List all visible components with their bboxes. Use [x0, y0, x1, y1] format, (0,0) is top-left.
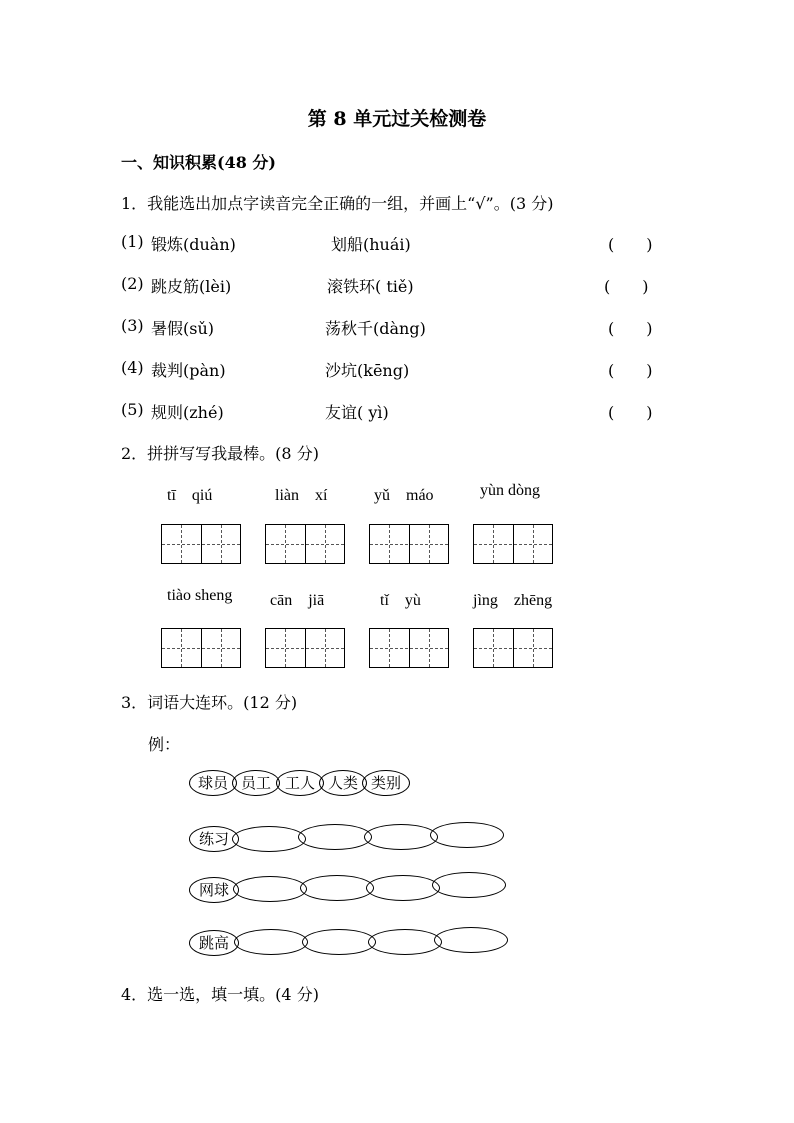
option-a: 跳皮筋(lèi) — [151, 277, 232, 296]
example-label: 例： — [148, 735, 181, 754]
option-a: 锻炼(duàn) — [151, 235, 236, 254]
chain-blank-oval[interactable] — [434, 927, 508, 953]
answer-paren[interactable]: ( ) — [608, 235, 653, 254]
section-heading: 一、知识积累(48 分) — [121, 153, 276, 172]
option-number: (4) — [121, 358, 144, 377]
writing-grid[interactable] — [265, 524, 345, 564]
writing-grid[interactable] — [473, 628, 553, 668]
pinyin-label: tǐ yù — [380, 592, 421, 609]
pinyin-label: yǔ máo — [374, 487, 434, 504]
chain-blank-oval[interactable] — [432, 872, 506, 898]
chain-start-oval: 跳高 — [189, 930, 239, 956]
pinyin-label: tiào sheng — [167, 587, 233, 604]
chain-oval: 工人 — [276, 770, 324, 796]
answer-paren[interactable]: ( ) — [608, 403, 653, 422]
option-b: 荡秋千(dàng) — [325, 319, 426, 338]
writing-grid[interactable] — [161, 628, 241, 668]
option-number: (3) — [121, 316, 144, 335]
option-a: 裁判(pàn) — [151, 361, 226, 380]
chain-blank-oval[interactable] — [366, 875, 440, 901]
option-a: 暑假(sǔ) — [151, 319, 215, 338]
pinyin-label: tī qiú — [167, 487, 213, 504]
question-4-prompt: 4．选一选，填一填。(4 分) — [121, 985, 319, 1004]
page-title: 第 8 单元过关检测卷 — [307, 108, 487, 130]
chain-blank-oval[interactable] — [233, 876, 307, 902]
writing-grid[interactable] — [473, 524, 553, 564]
option-b: 沙坑(kēng) — [325, 361, 410, 380]
chain-oval: 人类 — [319, 770, 367, 796]
option-a: 规则(zhé) — [151, 403, 224, 422]
option-number: (5) — [121, 400, 144, 419]
option-number: (1) — [121, 232, 144, 251]
chain-blank-oval[interactable] — [302, 929, 376, 955]
chain-blank-oval[interactable] — [298, 824, 372, 850]
option-b: 滚铁环( tiě) — [327, 277, 414, 296]
chain-blank-oval[interactable] — [430, 822, 504, 848]
option-b: 划船(huái) — [331, 235, 411, 254]
pinyin-label: liàn xí — [275, 487, 328, 504]
chain-blank-oval[interactable] — [300, 875, 374, 901]
pinyin-label: jìng zhēng — [473, 592, 553, 609]
chain-oval: 类别 — [362, 770, 410, 796]
question-3-prompt: 3．词语大连环。(12 分) — [121, 693, 298, 712]
chain-oval: 球员 — [189, 770, 237, 796]
pinyin-label: cān jiā — [270, 592, 325, 609]
chain-oval: 员工 — [232, 770, 280, 796]
answer-paren[interactable]: ( ) — [608, 361, 653, 380]
question-1-prompt: 1．我能选出加点字读音完全正确的一组，并画上“√”。(3 分) — [121, 194, 554, 213]
chain-blank-oval[interactable] — [234, 929, 308, 955]
writing-grid[interactable] — [369, 628, 449, 668]
option-b: 友谊( yì) — [325, 403, 389, 422]
chain-start-oval: 练习 — [189, 826, 239, 852]
chain-blank-oval[interactable] — [364, 824, 438, 850]
answer-paren[interactable]: ( ) — [608, 319, 653, 338]
chain-blank-oval[interactable] — [368, 929, 442, 955]
pinyin-label: yùn dòng — [480, 482, 540, 499]
answer-paren[interactable]: ( ) — [604, 277, 649, 296]
chain-blank-oval[interactable] — [232, 826, 306, 852]
chain-start-oval: 网球 — [189, 877, 239, 903]
writing-grid[interactable] — [369, 524, 449, 564]
option-number: (2) — [121, 274, 144, 293]
writing-grid[interactable] — [265, 628, 345, 668]
question-2-prompt: 2．拼拼写写我最棒。(8 分) — [121, 444, 319, 463]
writing-grid[interactable] — [161, 524, 241, 564]
